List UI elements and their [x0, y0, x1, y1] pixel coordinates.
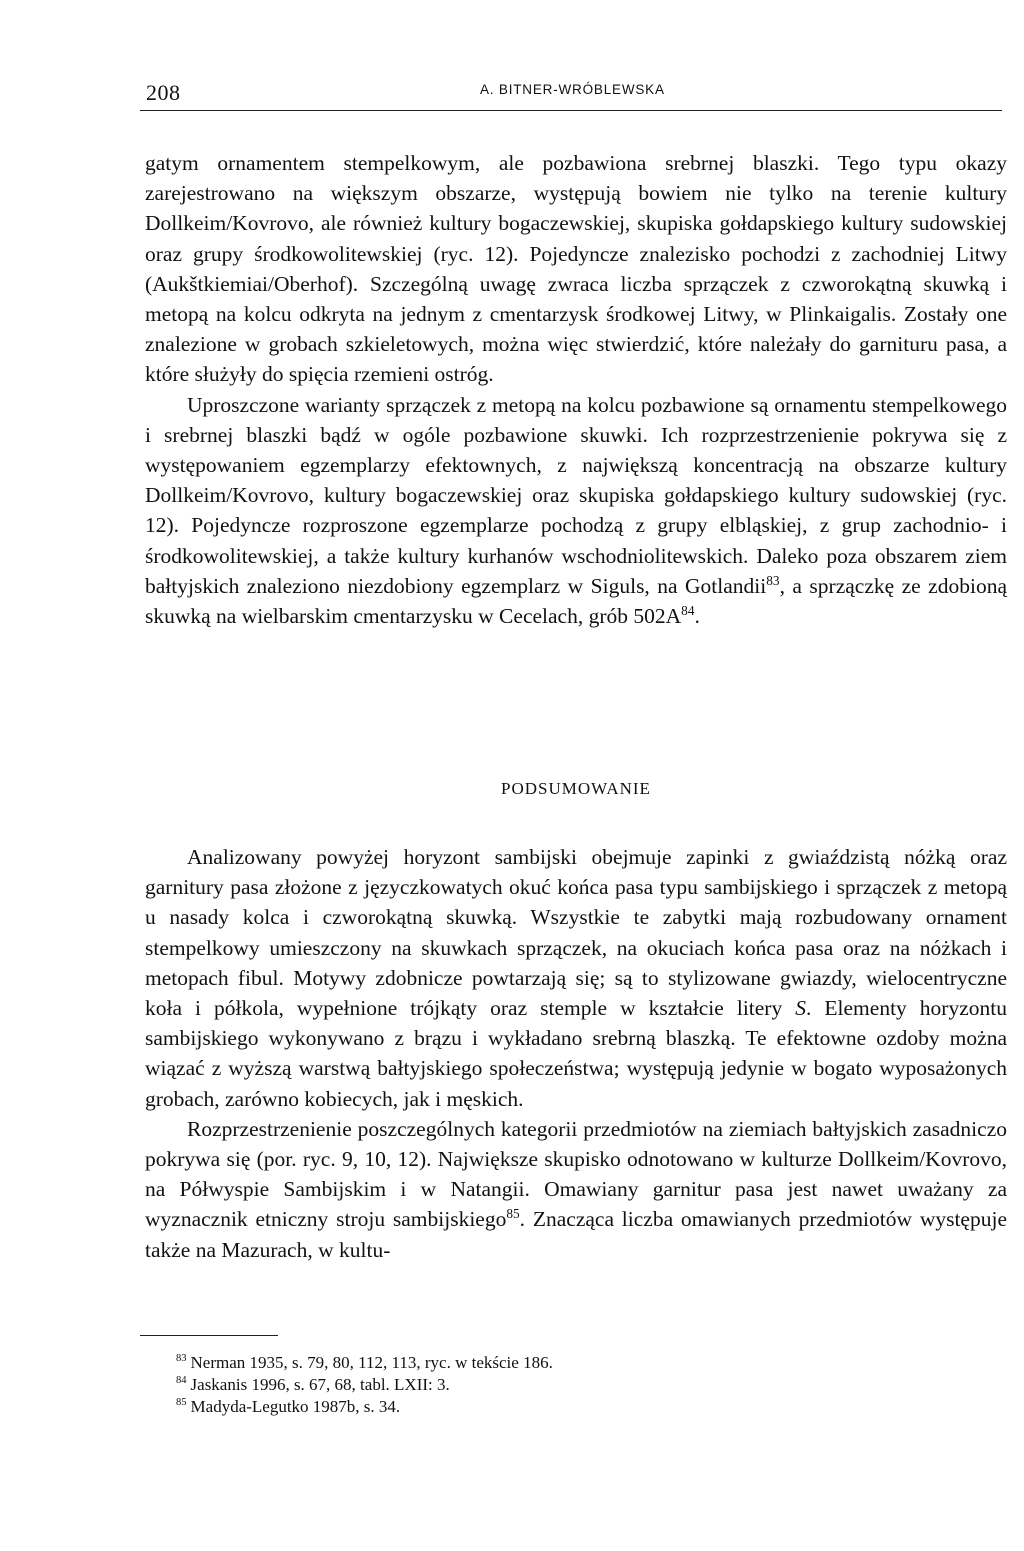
footnotes [176, 1352, 976, 1418]
summary-paragraph-1-text-b: . Elementy horyzontu sambijskiego wykonywano z brązu i wykładano srebrną blaszką. Te efektowne ozdoby można wiązać z wyższą warstwą bałtyjskiego społeczeństwa; występują jedynie w bogato wyposażonych grobach, zarówno kobiecych, jak i męskich. [145, 996, 1007, 1111]
footnote-83 [176, 1352, 976, 1374]
footnote-84 [176, 1374, 976, 1396]
footnote-text: Jaskanis 1996, s. 67, 68, tabl. LXII: 3. [190, 1375, 450, 1394]
paragraph-2-text-a: Uproszczone warianty sprzączek z metopą na kolcu pozbawione są ornamentu stempelkowego i srebrnej blaszki bądź w ogóle pozbawione skuwki. Ich rozprzestrzenienie pokrywa się z występowaniem egzemplarzy efektownych, z największą koncentracją na obszarze kultury Dollkeim/Kovrovo, kultury bogaczewskiej oraz skupiska gołdapskiego kultury sudowskiej (ryc. 12). Pojedyncze rozproszone egzemplarze pochodzą z grupy elbląskiej, z grup zachodnio- i środkowolitewskiej, a także kultury kurhanów wschodniolitewskich. Daleko poza obszarem ziem bałtyjskich znaleziono niezdobiony egzemplarz w Siguls, na Gotlandii [145, 392, 1007, 598]
paragraph-2-text-c: . [694, 604, 700, 629]
footnote-number: 84 [176, 1375, 187, 1387]
summary-paragraph-1 [145, 842, 1007, 1114]
page-number: 208 [146, 80, 181, 105]
summary-paragraph-1-text-a: Analizowany powyżej horyzont sambijski obejmuje zapinki z gwiaździstą nóżką oraz garnitury pasa złożone z języczkowatych okuć końca pasa typu sambijskiego i sprzączek z metopą u nasady kolca i czworokątną skuwką. Wszystkie te zabytki mają rozbudowany ornament stempelkowy umieszczony na skuwkach sprzączek, na okuciach końca pasa oraz na nóżkach i metopach fibul. Motywy zdobnicze powtarzają się; są to stylizowane gwiazdy, wielocentryczne koła i półkola, wypełnione trójkąty oraz stemple w kształcie litery [145, 845, 1007, 1021]
footnote-85 [176, 1396, 976, 1418]
footnote-divider [140, 1335, 278, 1336]
paragraph-2 [145, 390, 1007, 632]
main-text [145, 148, 1007, 631]
summary-paragraph-2-text-b: . Znacząca liczba omawianych przedmiotów występuje także na Mazurach, w kultu- [145, 1207, 1007, 1262]
footnote-ref-83[interactable]: 83 [766, 572, 780, 588]
italic-letter: S [795, 996, 806, 1021]
page-header [140, 74, 1002, 111]
footnote-text: Nerman 1935, s. 79, 80, 112, 113, ryc. w tekście 186. [190, 1353, 553, 1372]
summary-text [145, 842, 1007, 1265]
summary-paragraph-2-text-a: Rozprzestrzenienie poszczególnych kategorii przedmiotów na ziemiach bałtyjskich zasadniczo pokrywa się (por. ryc. 9, 10, 12). Największe skupisko odnotowano w kulturze Dollkeim/Kovrovo, na Półwyspie Sambijskim i w Natangii. Omawiany garnitur pasa jest nawet uważany za wyznacznik etniczny stroju sambijskiego [145, 1116, 1007, 1232]
footnote-number: 85 [176, 1397, 187, 1409]
paragraph-2-text-b: , a sprzączkę ze zdobioną skuwką na wielbarskim cmentarzysku w Cecelach, grób 502A [145, 573, 1007, 629]
section-heading: PODSUMOWANIE [501, 779, 651, 798]
footnote-text: Madyda-Legutko 1987b, s. 34. [190, 1397, 401, 1416]
running-head: A. BITNER-WRÓBLEWSKA [480, 82, 665, 97]
footnote-number: 83 [176, 1353, 187, 1365]
summary-paragraph-2 [145, 1114, 1007, 1265]
footnote-ref-85[interactable]: 85 [506, 1206, 520, 1222]
footnote-ref-84[interactable]: 84 [681, 602, 695, 618]
paragraph-1: gatym ornamentem stempelkowym, ale pozbawiona srebrnej blaszki. Tego typu okazy zarejestrowano na większym obszarze, występują bowiem nie tylko na terenie kultury Dollkeim/Kovrovo, ale również kultury bogaczewskiej, skupiska gołdapskiego kultury sudowskiej oraz grupy środkowolitewskiej (ryc. 12). Pojedyncze znalezisko pochodzi z zachodniej Litwy (Aukštkiemiai/Oberhof). Szczególną uwagę zwraca liczba sprzączek z czworokątną skuwką i metopą na kolcu odkryta na jednym z cmentarzysk środkowej Litwy, w Plinkaigalis. Zostały one znalezione w grobach szkieletowych, można więc stwierdzić, które należały do garnituru pasa, a które służyły do spięcia rzemieni ostróg. [145, 151, 1007, 387]
